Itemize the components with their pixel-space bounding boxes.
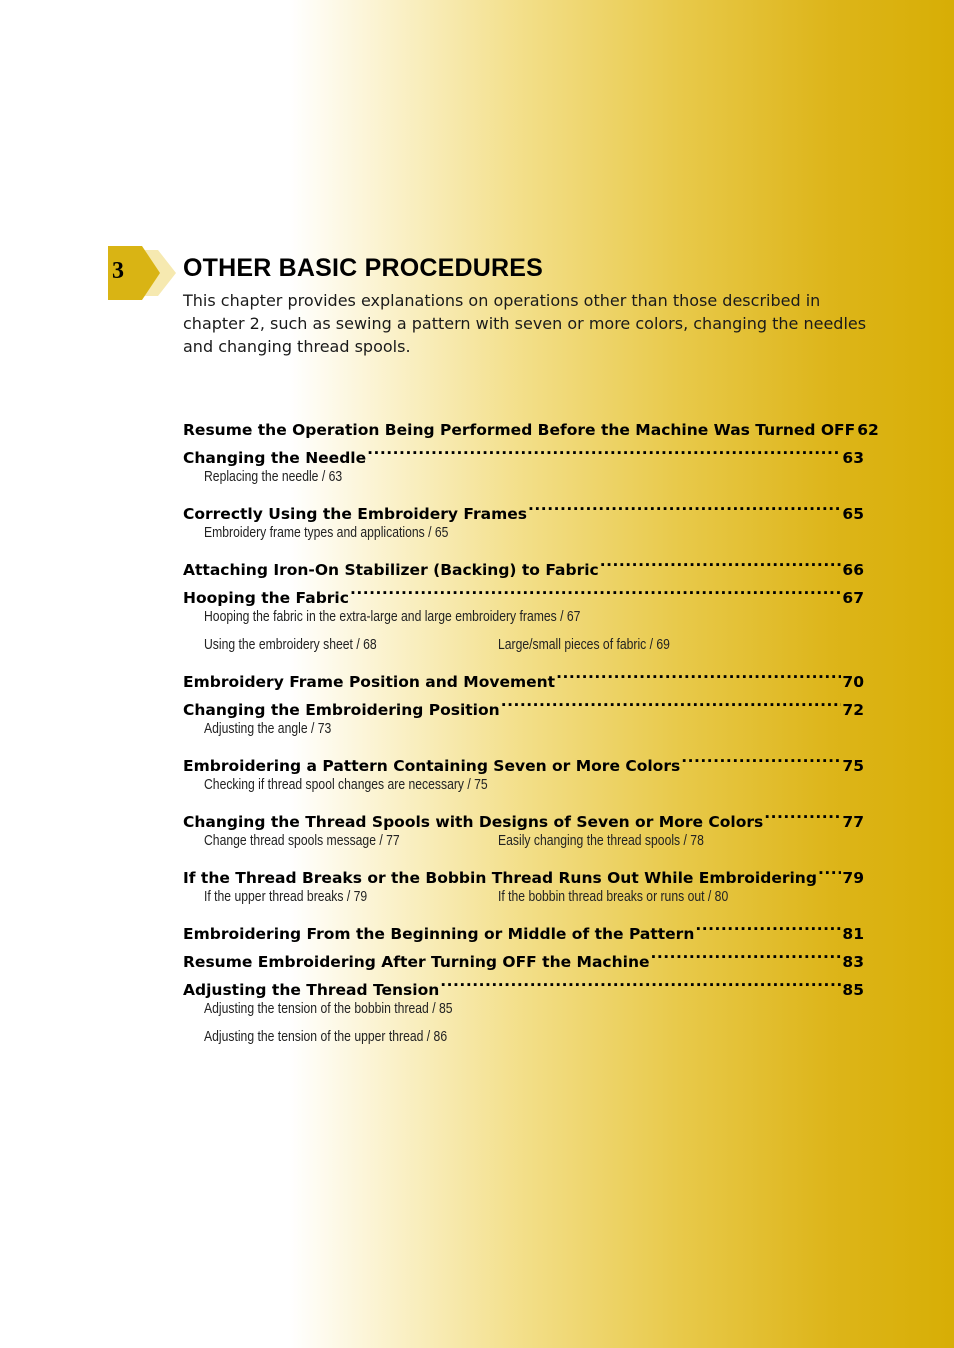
toc-entry-title: Resume the Operation Being Performed Before the Machine Was Turned OFF xyxy=(183,421,856,439)
toc-subentry[interactable]: Checking if thread spool changes are necessary / 75 xyxy=(204,777,488,793)
toc-leader-dots xyxy=(651,939,842,967)
toc-entry-title: Changing the Embroidering Position xyxy=(183,701,500,719)
toc-entry-title: Correctly Using the Embroidery Frames xyxy=(183,505,528,523)
toc-entry[interactable] xyxy=(183,659,864,691)
toc-subentry-row xyxy=(183,827,864,855)
toc-entry-title: Adjusting the Thread Tension xyxy=(183,981,440,999)
toc-subentry[interactable]: Hooping the fabric in the extra-large and large embroidery frames / 67 xyxy=(204,609,581,625)
toc-subentry[interactable]: If the upper thread breaks / 79 xyxy=(204,889,368,905)
toc-subentry[interactable]: Adjusting the tension of the bobbin thread / 85 xyxy=(204,1001,453,1017)
toc-leader-dots xyxy=(440,967,841,995)
toc-entry-page: 83 xyxy=(842,953,864,971)
toc-entry-page: 67 xyxy=(842,589,864,607)
chapter-description: This chapter provides explanations on operations other than those described in chapter 2, such as sewing a pattern with seven or more colors, changing the needles and changing thread spools. xyxy=(183,291,867,356)
toc-subentry-row xyxy=(183,1023,864,1051)
chapter-title: OTHER BASIC PROCEDURES xyxy=(183,254,543,282)
toc-subentry[interactable]: Adjusting the tension of the upper thread / 86 xyxy=(204,1029,448,1045)
chapter-number: 3 xyxy=(112,258,124,284)
toc-entry[interactable] xyxy=(183,491,864,523)
toc-leader-dots xyxy=(764,799,841,827)
toc-leader-dots xyxy=(681,743,841,771)
toc-leader-dots xyxy=(367,435,841,463)
toc-entry-page: 81 xyxy=(842,925,864,943)
toc-subentry[interactable]: Using the embroidery sheet / 68 xyxy=(204,637,377,653)
toc-subentry[interactable]: Easily changing the thread spools / 78 xyxy=(498,833,704,849)
toc-subentry-row xyxy=(183,603,864,631)
toc-entry-page: 72 xyxy=(842,701,864,719)
toc-entry[interactable] xyxy=(183,407,879,439)
toc-entry[interactable] xyxy=(183,743,864,775)
toc-entry[interactable] xyxy=(183,911,864,943)
toc-subentry-row xyxy=(183,631,864,659)
toc-subentry[interactable]: Embroidery frame types and applications / 65 xyxy=(204,525,449,541)
toc-leader-dots xyxy=(695,911,841,939)
toc-leader-dots xyxy=(528,491,841,519)
toc-subentry[interactable]: Large/small pieces of fabric / 69 xyxy=(498,637,670,653)
toc-entry-title: Embroidery Frame Position and Movement xyxy=(183,673,556,691)
toc-leader-dots xyxy=(600,547,842,575)
toc-subentry-row xyxy=(183,995,864,1023)
toc-subentry-row xyxy=(183,519,864,547)
toc-entry-page: 62 xyxy=(857,421,879,439)
toc-leader-dots xyxy=(501,687,842,715)
toc-subentry-row xyxy=(183,715,864,743)
toc-entry-title: Embroidering From the Beginning or Middle of the Pattern xyxy=(183,925,695,943)
toc-entry-page: 63 xyxy=(842,449,864,467)
toc-entry-title: Embroidering a Pattern Containing Seven or More Colors xyxy=(183,757,681,775)
toc-entry-page: 75 xyxy=(842,757,864,775)
toc-entry-page: 70 xyxy=(842,673,864,691)
toc-entry-title: If the Thread Breaks or the Bobbin Thread Runs Out While Embroidering xyxy=(183,869,817,887)
toc-entry-title: Resume Embroidering After Turning OFF the Machine xyxy=(183,953,650,971)
toc-entry-title: Changing the Thread Spools with Designs of Seven or More Colors xyxy=(183,813,764,831)
toc-entry[interactable] xyxy=(183,547,864,579)
toc-entry-title: Attaching Iron-On Stabilizer (Backing) to Fabric xyxy=(183,561,599,579)
toc-subentry[interactable]: If the bobbin thread breaks or runs out / 80 xyxy=(498,889,729,905)
table-of-contents xyxy=(183,407,879,1051)
toc-entry-title: Hooping the Fabric xyxy=(183,589,349,607)
toc-leader-dots xyxy=(556,659,841,687)
toc-leader-dots xyxy=(818,855,841,883)
toc-subentry-row xyxy=(183,883,864,911)
toc-entry[interactable] xyxy=(183,855,864,887)
toc-leader-dots xyxy=(350,575,841,603)
toc-subentry-row xyxy=(183,463,864,491)
toc-entry-page: 85 xyxy=(842,981,864,999)
toc-entry-page: 66 xyxy=(842,561,864,579)
toc-subentry[interactable]: Replacing the needle / 63 xyxy=(204,469,343,485)
toc-entry-page: 79 xyxy=(842,869,864,887)
toc-entry-page: 77 xyxy=(842,813,864,831)
toc-entry[interactable] xyxy=(183,799,864,831)
toc-subentry[interactable]: Change thread spools message / 77 xyxy=(204,833,400,849)
toc-entry-title: Changing the Needle xyxy=(183,449,367,467)
toc-entry-page: 65 xyxy=(842,505,864,523)
toc-subentry-row xyxy=(183,771,864,799)
toc-subentry[interactable]: Adjusting the angle / 73 xyxy=(204,721,332,737)
